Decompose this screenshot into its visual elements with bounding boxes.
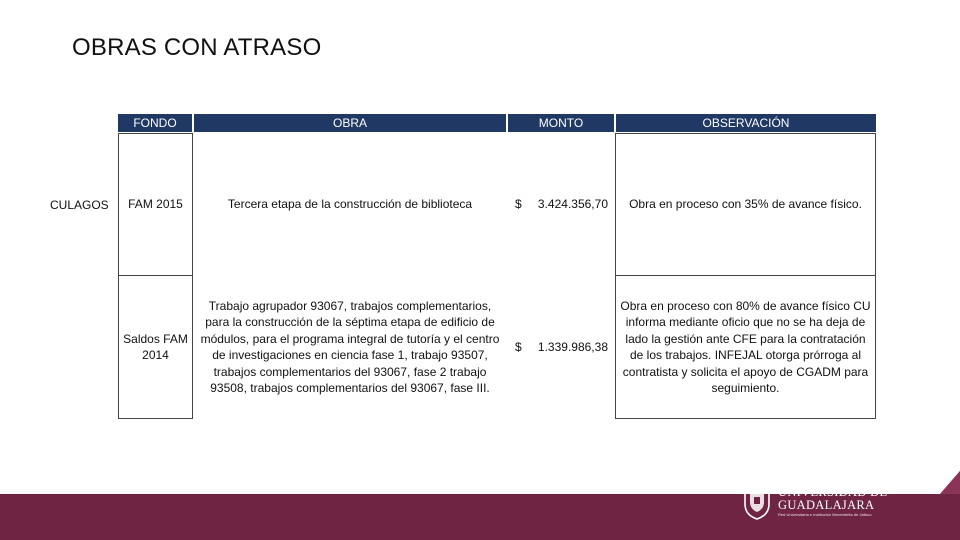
currency-symbol: $	[515, 339, 522, 354]
amount-value: 3.424.356,70	[537, 197, 608, 212]
header-monto: MONTO	[508, 114, 614, 132]
currency-symbol: $	[515, 197, 522, 212]
table-row-1-fondo: FAM 2015	[118, 133, 193, 276]
header-fondo: FONDO	[118, 114, 192, 132]
row-label-culagos: CULAGOS	[50, 198, 109, 212]
header-observacion: OBSERVACIÓN	[616, 114, 876, 132]
logo-subtitle: Red Universitaria e Institución Benemérita de Jalisco	[778, 512, 872, 517]
logo-line-1: UNIVERSIDAD DE	[778, 485, 888, 499]
udg-logo	[742, 484, 887, 520]
table-row-2-observacion: Obra en proceso con 80% de avance físico CU informa mediante oficio que no se ha deja de lado la gestión ante CFE para la contratación de los trabajos. INFEJAL otorga prórroga al contratista y solicita el apoyo de CGADM para seguimiento.	[615, 275, 876, 419]
header-obra: OBRA	[194, 114, 506, 132]
table-row-2-monto	[507, 275, 615, 419]
page-title: OBRAS CON ATRASO	[72, 34, 322, 61]
footer-band-accent	[940, 471, 960, 494]
table-row-1-monto	[507, 133, 615, 276]
table-row-2-obra: Trabajo agrupador 93067, trabajos complementarios, para la construcción de la séptima etapa de edificio de módulos, para el programa integral de tutoría y el centro de investigaciones en ciencia fase 1, trabajo 93507, trabajos complementarios del 93067, fase 2 trabajo 93508, trabajos complementarios del 93067, fase III.	[200, 298, 500, 395]
amount-value: 1.339.986,38	[537, 339, 608, 354]
table-row-2-fondo: Saldos FAM 2014	[118, 275, 193, 419]
logo-text	[778, 486, 887, 518]
logo-line-2: GUADALAJARA	[778, 498, 875, 512]
university-seal-icon	[742, 484, 772, 520]
table-row-1-obra: Tercera etapa de la construcción de biblioteca	[227, 197, 473, 212]
table-row-1-observacion: Obra en proceso con 35% de avance físico.	[615, 133, 876, 276]
